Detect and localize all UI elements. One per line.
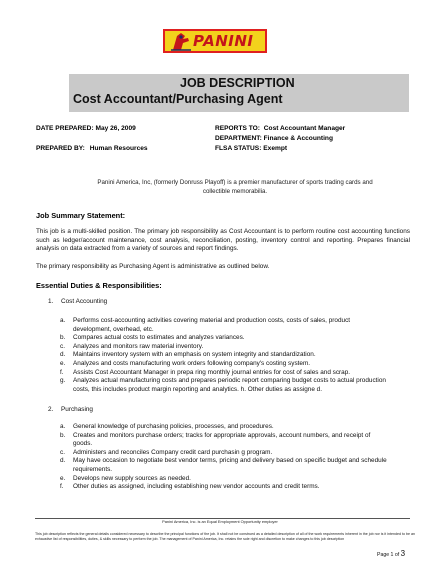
item-marker: c.	[60, 448, 65, 456]
list-item	[60, 334, 390, 343]
logo-text: PANINI	[193, 32, 254, 50]
date-prepared	[36, 125, 136, 132]
list-item	[60, 449, 390, 458]
page-number	[377, 549, 405, 558]
page-title: JOB DESCRIPTION	[180, 76, 295, 90]
section-title: Purchasing	[61, 406, 93, 413]
summary-paragraph: This job is a multi-skilled position. The primary job responsibility as Cost Accountant is to perform routine cost accounting functions such as ledger/account maintenance, cost analysis, reconciliation, posting, inventory control and reporting. Prepares financial analysis on data extracted from a variety of sources and report findings.	[36, 228, 410, 253]
reports-to	[215, 125, 345, 132]
purchasing-summary: The primary responsibility as Purchasing Agent is administrative as outlined below.	[36, 263, 270, 270]
item-text: Creates and monitors purchase orders; tracks for appropriate approvals, account numbers, and receipt of goods.	[73, 431, 371, 448]
page-number-prefix: Page 1 of	[377, 552, 400, 558]
item-text: Other duties as assigned, including establishing new vendor accounts and credit terms.	[73, 483, 320, 491]
date-prepared-label: DATE PREPARED:	[36, 125, 94, 132]
item-text: Analyzes and costs manufacturing work orders following company's costing system.	[73, 359, 311, 367]
cost-accounting-list	[60, 317, 390, 394]
department	[215, 135, 333, 142]
reports-to-label: REPORTS TO:	[215, 125, 260, 132]
section-cost-accounting-header	[48, 298, 378, 307]
list-item	[60, 483, 390, 492]
item-marker: e.	[60, 474, 66, 482]
item-text: Assists Cost Accountant Manager in prepa ring monthly journal entries for cost of sales and scrap.	[73, 368, 351, 376]
item-text: General knowledge of purchasing policies, processes, and procedures.	[73, 423, 274, 430]
prepared-by-label: PREPARED BY:	[36, 145, 85, 152]
item-marker: c.	[60, 342, 65, 350]
section-number: 1.	[48, 298, 54, 305]
disclaimer: This job description reflects the general details considered necessary to describe the principal functions of the job. It shall not be construed as a detailed description of all of the work requirements inherent in the job nor is it intended to be an exhaustive list of responsibilities, duties, & skills necessary to perform the job. The management of Panini America, Inc. retains the sole right and discretion to make changes to this job description	[35, 532, 415, 541]
page-number-total: 3	[400, 549, 406, 558]
item-text: Compares actual costs to estimates and analyzes variances.	[73, 334, 245, 342]
section-title: Cost Accounting	[61, 298, 108, 305]
duties-heading: Essential Duties & Responsibilities:	[36, 281, 162, 290]
item-marker: a.	[60, 423, 66, 430]
list-item	[60, 423, 390, 432]
list-item	[60, 432, 390, 449]
item-marker: f.	[60, 368, 64, 376]
item-marker: d.	[60, 351, 66, 359]
item-marker: a.	[60, 317, 66, 324]
item-text: Administers and reconciles Company credit card purchasin g program.	[73, 448, 273, 456]
summary-heading: Job Summary Statement:	[36, 211, 126, 220]
section-purchasing-header	[48, 406, 378, 415]
date-prepared-value: May 26, 2009	[95, 125, 136, 132]
company-intro: Panini America, Inc, (formerly Donruss Playoff) is a premier manufacturer of sports trading cards and collectible memorabilia.	[97, 179, 373, 195]
section-header	[48, 298, 378, 307]
reports-to-value: Cost Accountant Manager	[263, 125, 346, 132]
item-text: Analyzes and monitors raw material inventory.	[73, 342, 204, 350]
item-text: May have occasion to negotiate best vendor terms, pricing and delivery based on specific budget and schedule requirements.	[73, 457, 387, 473]
item-text: Develops new supply sources as needed.	[73, 474, 191, 482]
list-item	[60, 360, 390, 369]
item-marker: g.	[60, 377, 66, 385]
item-marker: b.	[60, 431, 66, 439]
prepared-by	[36, 145, 148, 152]
eeo-statement: Panini America, Inc. is an Equal Employment Opportunity employer	[162, 519, 278, 524]
list-item	[60, 343, 390, 352]
list-item	[60, 317, 390, 334]
list-item	[60, 369, 390, 378]
item-text: Maintains inventory system with an emphasis on system integrity and standardization.	[73, 351, 316, 359]
department-label: DEPARTMENT:	[215, 135, 262, 142]
purchasing-list	[60, 423, 390, 492]
list-item	[60, 351, 390, 360]
panini-logo	[163, 29, 267, 53]
list-item	[60, 457, 390, 474]
item-marker: b.	[60, 334, 66, 342]
item-marker: e.	[60, 359, 66, 367]
flsa-status-label: FLSA STATUS:	[215, 145, 262, 152]
flsa-status-value: Exempt	[263, 145, 288, 152]
item-marker: d.	[60, 457, 66, 465]
position-title: Cost Accountant/Purchasing Agent	[73, 92, 283, 106]
department-value: Finance & Accounting	[263, 135, 333, 142]
item-text: Analyzes actual manufacturing costs and prepares periodic report comparing budget costs to actual production costs, this includes product margin reporting and analytics. h. Other duties as assigne d.	[73, 377, 386, 393]
section-number: 2.	[48, 406, 54, 413]
knight-logo-icon	[169, 30, 193, 52]
list-item	[60, 377, 390, 394]
prepared-by-value: Human Resources	[89, 145, 148, 152]
item-text: Performs cost-accounting activities covering material and production costs, costs of sales, product development, overhead, etc.	[73, 317, 351, 333]
list-item	[60, 475, 390, 484]
item-marker: f.	[60, 483, 64, 491]
section-header	[48, 406, 378, 415]
flsa-status	[215, 145, 287, 152]
